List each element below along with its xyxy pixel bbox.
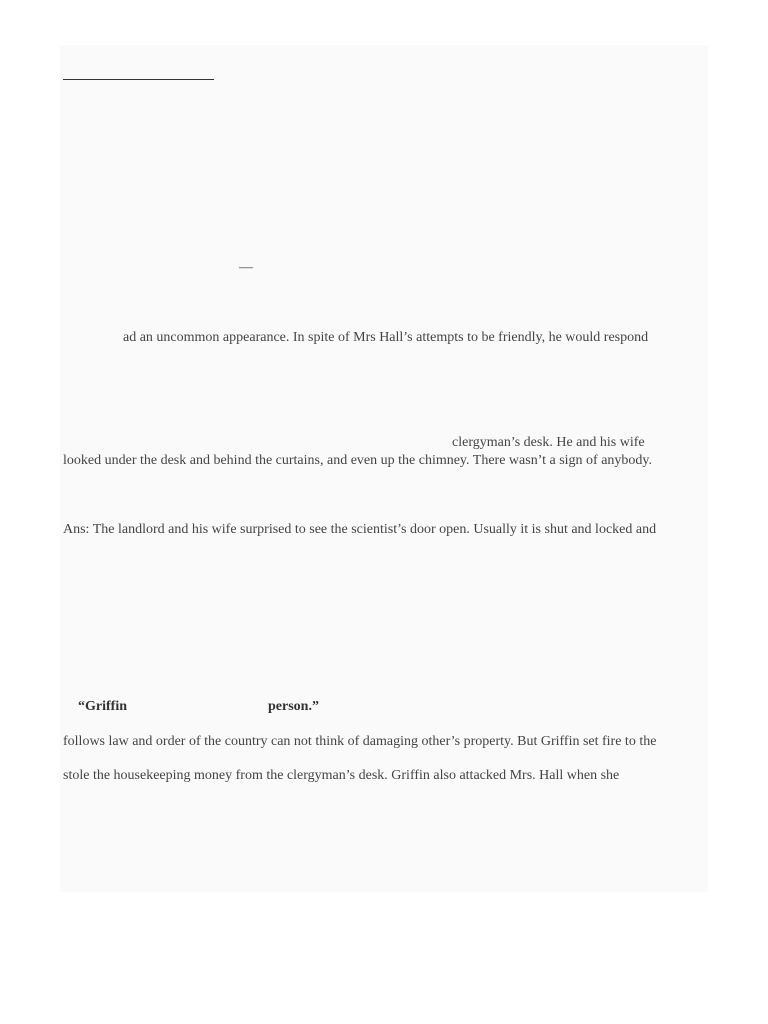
title-underline bbox=[63, 79, 214, 80]
dash: — bbox=[239, 260, 253, 275]
answer-line-3: stole the housekeeping money from the clergyman’s desk. Griffin also attacked Mrs. Hall when she bbox=[63, 768, 620, 783]
answer-line-1: Ans: The landlord and his wife surprised to see the scientist’s door open. Usually it is shut and locked and bbox=[63, 522, 657, 537]
question-part-2: person.” bbox=[268, 699, 319, 714]
paragraph-line-3: looked under the desk and behind the curtains, and even up the chimney. There wasn’t a sign of anybody. bbox=[63, 453, 653, 468]
paragraph-line-1: ad an uncommon appearance. In spite of Mrs Hall’s attempts to be friendly, he would respond bbox=[123, 330, 649, 345]
paragraph-line-2: clergyman’s desk. He and his wife bbox=[452, 435, 645, 450]
question-part-1: “Griffin bbox=[78, 699, 127, 714]
answer-line-2: follows law and order of the country can not think of damaging other’s property. But Griffin set fire to the bbox=[63, 734, 657, 749]
